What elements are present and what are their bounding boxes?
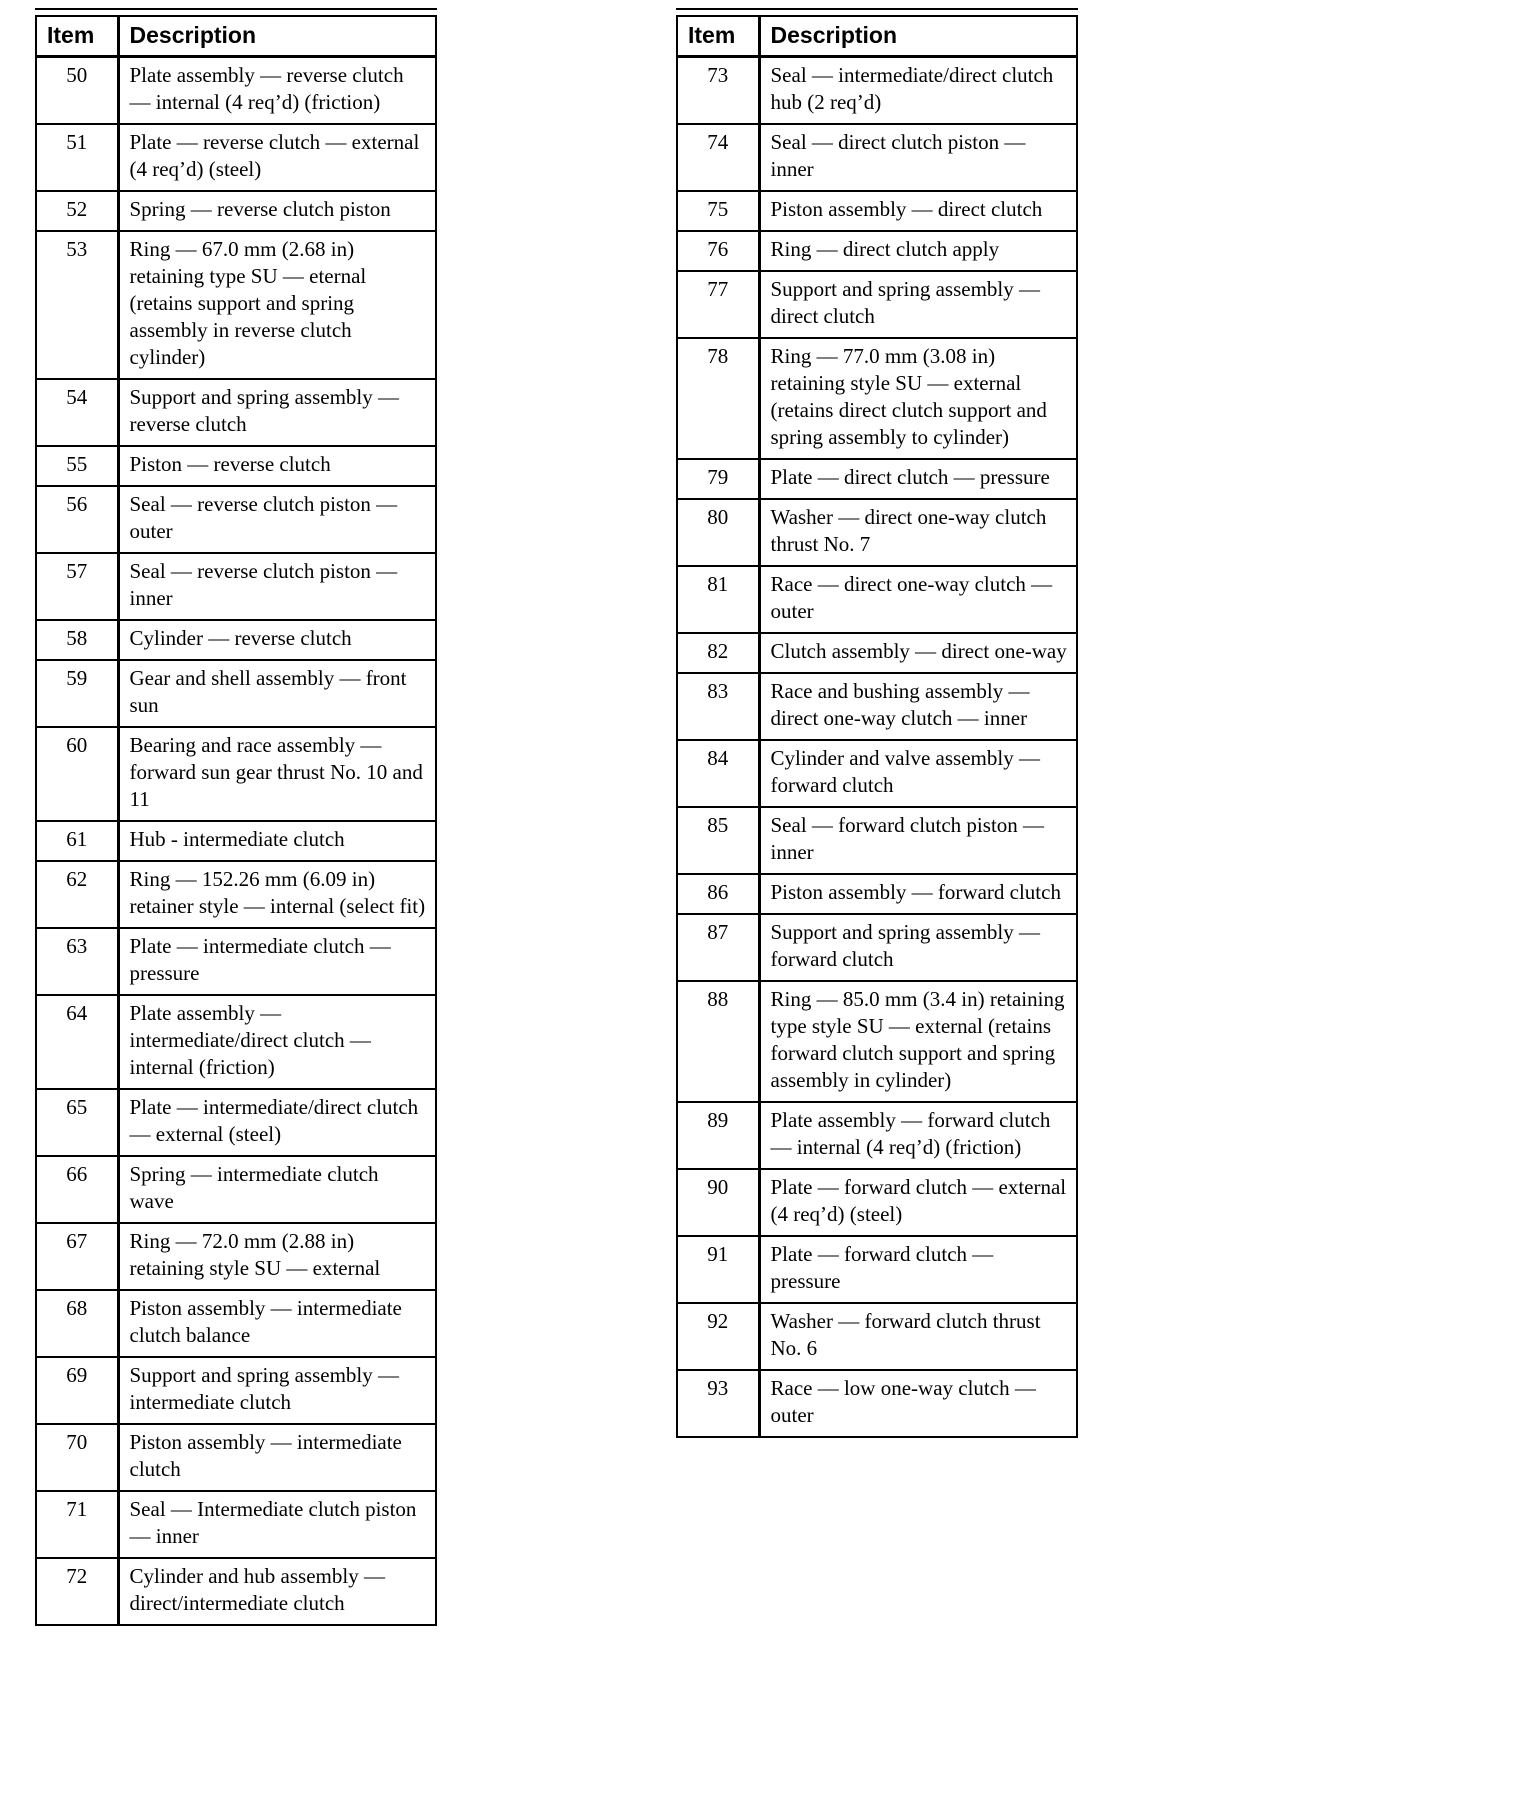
- table-row: [36, 1156, 436, 1223]
- item-description: Plate assembly — intermediate/direct clutch — internal (friction): [118, 995, 436, 1089]
- table-row: [677, 874, 1077, 914]
- item-description: Spring — intermediate clutch wave: [118, 1156, 436, 1223]
- item-description: Seal — Intermediate clutch piston — inner: [118, 1491, 436, 1558]
- table-row: [36, 995, 436, 1089]
- item-number: 58: [36, 620, 118, 660]
- item-number: 71: [36, 1491, 118, 1558]
- table-row: [36, 861, 436, 928]
- item-description: Ring — 85.0 mm (3.4 in) retaining type style SU — external (retains forward clutch support and spring assembly in cylinder): [759, 981, 1077, 1102]
- table-row: [36, 57, 436, 125]
- header-row: [677, 16, 1077, 57]
- table-row: [677, 914, 1077, 981]
- item-number: 84: [677, 740, 759, 807]
- item-description: Piston assembly — forward clutch: [759, 874, 1077, 914]
- item-number: 57: [36, 553, 118, 620]
- item-description: Bearing and race assembly — forward sun gear thrust No. 10 and 11: [118, 727, 436, 821]
- item-description: Ring — 152.26 mm (6.09 in) retainer style — internal (select fit): [118, 861, 436, 928]
- header-row: [36, 16, 436, 57]
- table-row: [36, 1089, 436, 1156]
- item-description: Cylinder and hub assembly — direct/intermediate clutch: [129, 1564, 385, 1615]
- item-description: Ring — 77.0 mm (3.08 in) retaining style SU — external (retains direct clutch support and spring assembly to cylinder): [759, 338, 1077, 459]
- table-row: [677, 740, 1077, 807]
- item-number: 85: [677, 807, 759, 874]
- item-description: Seal — reverse clutch piston — inner: [118, 553, 436, 620]
- item-number: 56: [36, 486, 118, 553]
- table-row: [36, 124, 436, 191]
- item-number: 90: [677, 1169, 759, 1236]
- item-number: 76: [677, 231, 759, 271]
- item-description: Piston assembly — intermediate clutch balance: [118, 1290, 436, 1357]
- table-row: [36, 379, 436, 446]
- item-number: 50: [36, 57, 118, 125]
- column-header-description: Description: [759, 16, 1077, 57]
- item-number: 52: [36, 191, 118, 231]
- item-number: 89: [677, 1102, 759, 1169]
- table-row: [36, 1290, 436, 1357]
- item-number: 75: [677, 191, 759, 231]
- item-description: Plate — forward clutch — pressure: [759, 1236, 1077, 1303]
- item-number: 66: [36, 1156, 118, 1223]
- item-number: 69: [36, 1357, 118, 1424]
- item-description: Washer — forward clutch thrust No. 6: [759, 1303, 1077, 1370]
- item-number: 88: [677, 981, 759, 1102]
- table-row: [677, 1102, 1077, 1169]
- item-description: Ring — 72.0 mm (2.88 in) retaining style SU — external: [118, 1223, 436, 1290]
- table-row: [677, 673, 1077, 740]
- item-description: Race — direct one-way clutch — outer: [759, 566, 1077, 633]
- item-number: 79: [677, 459, 759, 499]
- table-row: [36, 553, 436, 620]
- table-row: [36, 1357, 436, 1424]
- table-row: [36, 1558, 436, 1625]
- item-number: 59: [36, 660, 118, 727]
- item-description: Seal — intermediate/direct clutch hub (2 req’d): [759, 57, 1077, 125]
- item-number: 86: [677, 874, 759, 914]
- parts-table-right: [676, 15, 1078, 1438]
- item-number: 64: [36, 995, 118, 1089]
- table-header: [36, 16, 436, 57]
- item-description: Ring — 67.0 mm (2.68 in) retaining type SU — eternal (retains support and spring assembly in reverse clutch cylinder): [118, 231, 436, 379]
- item-number: 91: [677, 1236, 759, 1303]
- item-number: 83: [677, 673, 759, 740]
- item-number: 67: [36, 1223, 118, 1290]
- item-description: Spring — reverse clutch piston: [118, 191, 436, 231]
- item-description: Support and spring assembly — forward clutch: [759, 914, 1077, 981]
- item-number: 70: [36, 1424, 118, 1491]
- item-number: 54: [36, 379, 118, 446]
- item-description: Plate assembly — reverse clutch — internal (4 req’d) (friction): [118, 57, 436, 125]
- table-row: [677, 191, 1077, 231]
- item-number: 62: [36, 861, 118, 928]
- table-row: [677, 459, 1077, 499]
- item-description: Washer — direct one-way clutch thrust No. 7: [759, 499, 1077, 566]
- item-description: Plate assembly — forward clutch — internal (4 req’d) (friction): [759, 1102, 1077, 1169]
- item-number: 63: [36, 928, 118, 995]
- item-description: Support and spring assembly — reverse clutch: [118, 379, 436, 446]
- column-header-item: Item: [36, 16, 118, 57]
- table-row: [36, 231, 436, 379]
- item-description: Piston — reverse clutch: [118, 446, 436, 486]
- item-description: Plate — reverse clutch — external (4 req’d) (steel): [118, 124, 436, 191]
- item-description: Seal — direct clutch piston — inner: [759, 124, 1077, 191]
- item-number: 93: [677, 1370, 759, 1437]
- item-number: 73: [677, 57, 759, 125]
- table-row: [36, 928, 436, 995]
- table-row: [677, 566, 1077, 633]
- item-number: 82: [677, 633, 759, 673]
- table-row: [36, 1223, 436, 1290]
- item-description: Plate — forward clutch — external (4 req’d) (steel): [759, 1169, 1077, 1236]
- table-row: [36, 1424, 436, 1491]
- item-number: 53: [36, 231, 118, 379]
- table-row: [677, 1370, 1077, 1437]
- table-row: [677, 633, 1077, 673]
- table-body: [36, 57, 436, 1626]
- table-row: [36, 486, 436, 553]
- item-number: 65: [36, 1089, 118, 1156]
- item-description: Piston assembly — direct clutch: [759, 191, 1077, 231]
- item-number: 80: [677, 499, 759, 566]
- item-number: 77: [677, 271, 759, 338]
- item-description: Support and spring assembly — direct clutch: [759, 271, 1077, 338]
- table-row: [36, 446, 436, 486]
- item-number: 60: [36, 727, 118, 821]
- item-number: 72: [36, 1558, 118, 1625]
- item-number: 92: [677, 1303, 759, 1370]
- column-header-description: Description: [118, 16, 436, 57]
- item-description: Plate — direct clutch — pressure: [759, 459, 1077, 499]
- item-description: Cylinder — reverse clutch: [118, 620, 436, 660]
- table-row: [677, 1169, 1077, 1236]
- table-row: [677, 338, 1077, 459]
- table-row: [677, 271, 1077, 338]
- table-row: [36, 821, 436, 861]
- item-description: Clutch assembly — direct one-way: [759, 633, 1077, 673]
- parts-table-left: [35, 15, 437, 1626]
- table-top-rule: [676, 8, 1078, 10]
- table-row: [36, 620, 436, 660]
- parts-table-right-section: [676, 8, 1078, 1438]
- item-description: Ring — direct clutch apply: [759, 231, 1077, 271]
- table-row: [677, 57, 1077, 125]
- item-number: 51: [36, 124, 118, 191]
- table-row: [677, 807, 1077, 874]
- item-number: 74: [677, 124, 759, 191]
- column-header-item: Item: [677, 16, 759, 57]
- item-number: 61: [36, 821, 118, 861]
- table-body: [677, 57, 1077, 1438]
- table-row: [36, 191, 436, 231]
- item-description: Cylinder and valve assembly — forward clutch: [759, 740, 1077, 807]
- table-row: [36, 727, 436, 821]
- item-number: 55: [36, 446, 118, 486]
- table-row: [677, 124, 1077, 191]
- item-number: 68: [36, 1290, 118, 1357]
- item-description: Race — low one-way clutch — outer: [770, 1376, 1036, 1427]
- table-row: [677, 981, 1077, 1102]
- item-description: Race and bushing assembly — direct one-way clutch — inner: [759, 673, 1077, 740]
- item-number: 81: [677, 566, 759, 633]
- table-header: [677, 16, 1077, 57]
- item-description: Seal — forward clutch piston — inner: [759, 807, 1077, 874]
- item-description: Gear and shell assembly — front sun: [118, 660, 436, 727]
- item-description: Seal — reverse clutch piston — outer: [118, 486, 436, 553]
- table-row: [677, 1236, 1077, 1303]
- item-description: Plate — intermediate clutch — pressure: [118, 928, 436, 995]
- table-row: [677, 499, 1077, 566]
- item-description: Hub - intermediate clutch: [118, 821, 436, 861]
- item-description: Piston assembly — intermediate clutch: [118, 1424, 436, 1491]
- item-number: 87: [677, 914, 759, 981]
- item-description: Plate — intermediate/direct clutch — external (steel): [118, 1089, 436, 1156]
- item-description: Support and spring assembly — intermediate clutch: [118, 1357, 436, 1424]
- item-number: 78: [677, 338, 759, 459]
- parts-table-left-section: [35, 8, 437, 1626]
- table-row: [677, 231, 1077, 271]
- table-top-rule: [35, 8, 437, 10]
- table-row: [677, 1303, 1077, 1370]
- table-row: [36, 660, 436, 727]
- table-row: [36, 1491, 436, 1558]
